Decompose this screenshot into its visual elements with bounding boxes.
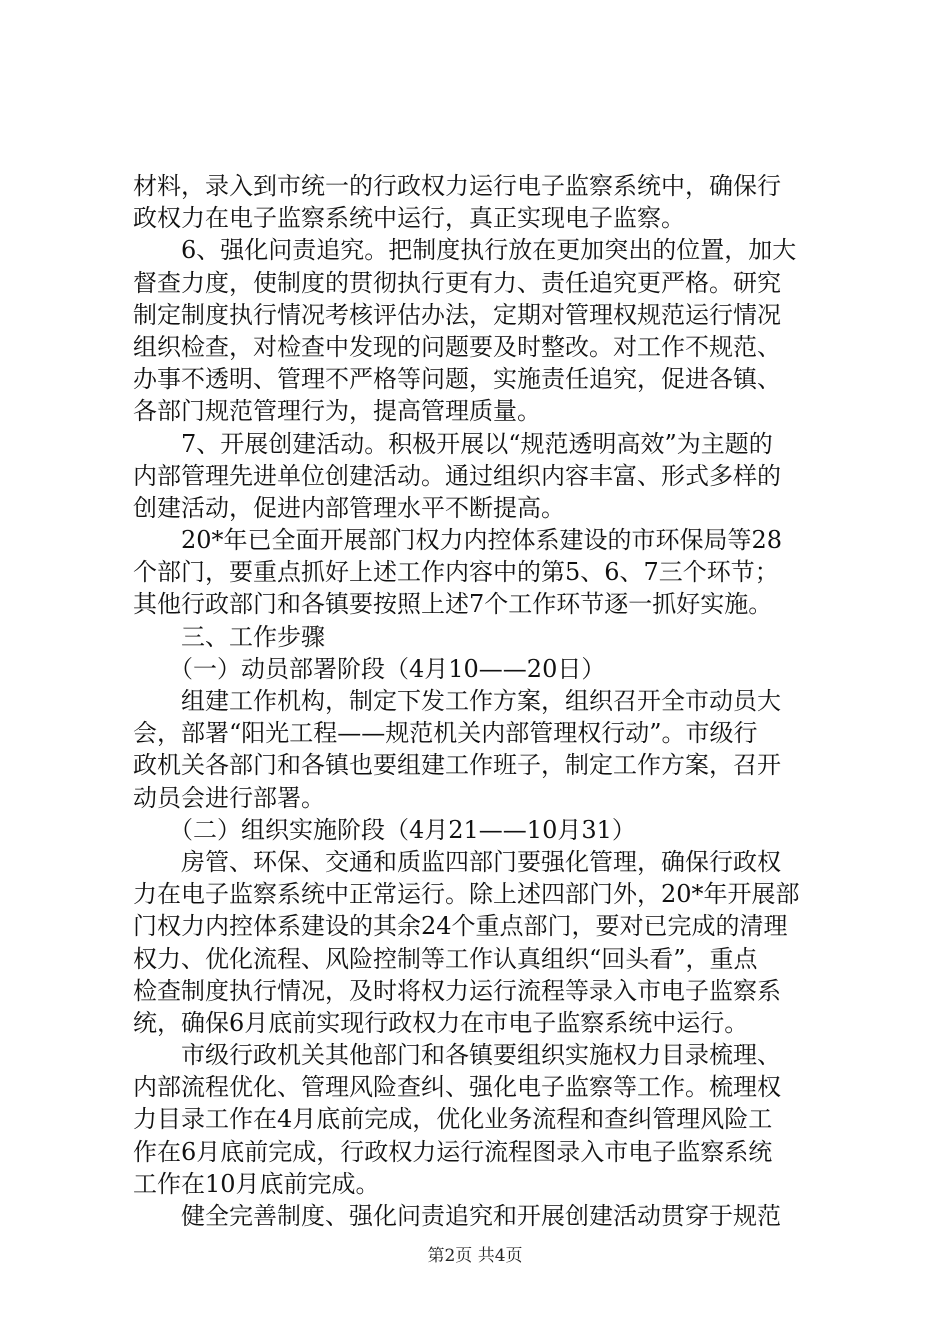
text-line: 督查力度，使制度的贯彻执行更有力、责任追究更严格。研究 bbox=[133, 268, 781, 297]
text-line: 检查制度执行情况，及时将权力运行流程等录入市电子监察系 bbox=[133, 976, 781, 1005]
text-line: 个部门，要重点抓好上述工作内容中的第5、6、7三个环节； bbox=[133, 558, 779, 587]
text-line: 动员会进行部署。 bbox=[133, 783, 325, 812]
text-line: 组织检查，对检查中发现的问题要及时整改。对工作不规范、 bbox=[133, 332, 781, 361]
text-line: 7、开展创建活动。积极开展以“规范透明高效”为主题的 bbox=[133, 429, 773, 458]
text-line: 内部管理先进单位创建活动。通过组织内容丰富、形式多样的 bbox=[133, 461, 781, 490]
text-line: 各部门规范管理行为，提高管理质量。 bbox=[133, 397, 541, 426]
text-line: （二）组织实施阶段（4月21——10月31） bbox=[133, 815, 636, 844]
text-line: 力目录工作在4月底前完成，优化业务流程和查纠管理风险工 bbox=[133, 1105, 773, 1134]
text-line: 权力、优化流程、风险控制等工作认真组织“回头看”，重点 bbox=[133, 944, 758, 973]
text-line: 制定制度执行情况考核评估办法，定期对管理权规范运行情况 bbox=[133, 300, 781, 329]
text-line: 健全完善制度、强化问责追究和开展创建活动贯穿于规范 bbox=[133, 1202, 781, 1230]
text-line: 工作在10月底前完成。 bbox=[133, 1169, 380, 1198]
page-footer: 第2页 共4页 bbox=[427, 1246, 523, 1266]
text-line: 统，确保6月底前实现行政权力在市电子监察系统中运行。 bbox=[133, 1008, 749, 1037]
text-line: 政权力在电子监察系统中运行，真正实现电子监察。 bbox=[133, 204, 685, 233]
text-line: 材料，录入到市统一的行政权力运行电子监察系统中，确保行 bbox=[133, 172, 781, 200]
text-line: 内部流程优化、管理风险查纠、强化电子监察等工作。梳理权 bbox=[133, 1073, 781, 1102]
text-line: 门权力内控体系建设的其余24个重点部门，要对已完成的清理 bbox=[133, 912, 788, 941]
text-line: 组建工作机构，制定下发工作方案，组织召开全市动员大 bbox=[133, 687, 781, 715]
text-line: 创建活动，促进内部管理水平不断提高。 bbox=[133, 493, 565, 522]
text-line: 20*年已全面开展部门权力内控体系建设的市环保局等28 bbox=[133, 526, 783, 555]
text-line: 会，部署“阳光工程——规范机关内部管理权行动”。市级行 bbox=[133, 719, 758, 748]
text-line: 作在6月底前完成，行政权力运行流程图录入市电子监察系统 bbox=[133, 1137, 773, 1166]
text-line: 力在电子监察系统中正常运行。除上述四部门外，20*年开展部 bbox=[133, 880, 800, 909]
text-line: 其他行政部门和各镇要按照上述7个工作环节逐一抓好实施。 bbox=[133, 590, 773, 619]
text-line: 市级行政机关其他部门和各镇要组织实施权力目录梳理、 bbox=[133, 1041, 781, 1070]
text-line: 政机关各部门和各镇也要组建工作班子，制定工作方案，召开 bbox=[133, 751, 781, 780]
document-body bbox=[133, 170, 833, 1232]
text-line: 办事不透明、管理不严格等问题，实施责任追究，促进各镇、 bbox=[133, 365, 781, 394]
text-line: 6、强化问责追究。把制度执行放在更加突出的位置，加大 bbox=[133, 236, 797, 265]
text-line: 房管、环保、交通和质监四部门要强化管理，确保行政权 bbox=[133, 847, 781, 876]
text-line: 三、工作步骤 bbox=[133, 622, 325, 651]
text-line: （一）动员部署阶段（4月10——20日） bbox=[133, 654, 606, 683]
